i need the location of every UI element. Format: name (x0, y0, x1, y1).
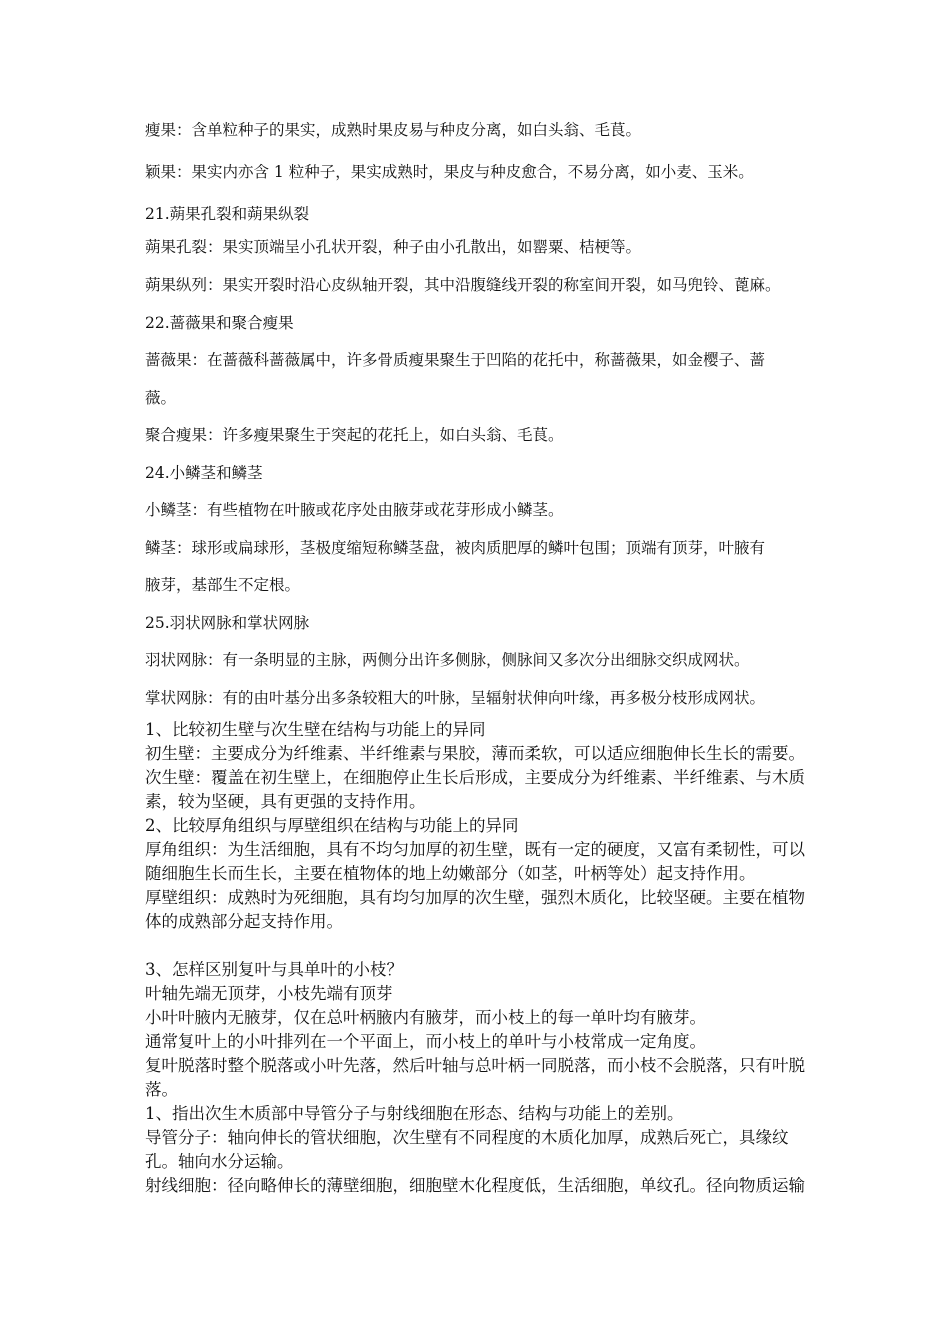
answer-paragraph: 初生壁：主要成分为纤维素、半纤维素与果胶，薄而柔软，可以适应细胞伸长生长的需要。 (145, 744, 805, 763)
answer-paragraph: 次生壁：覆盖在初生壁上，在细胞停止生长后形成，主要成分为纤维素、半纤维素、与木质素，较为坚硬，具有更强的支持作用。 (145, 768, 805, 811)
answer-paragraph: 厚角组织：为生活细胞，具有不均匀加厚的初生壁，既有一定的硬度，又富有柔韧性，可以随细胞生长而生长，主要在植物体的地上幼嫩部分（如茎，叶柄等处）起支持作用。 (145, 840, 805, 883)
text-line: 颖果：果实内亦含 1 粒种子，果实成熟时，果皮与种皮愈合，不易分离，如小麦、玉米。 (145, 163, 754, 181)
text-line: 瘦果：含单粒种子的果实，成熟时果皮易与种皮分离，如白头翁、毛茛。 (145, 121, 642, 139)
section-heading: 25.羽状网脉和掌状网脉 (145, 614, 310, 632)
text-line: 蒴果孔裂：果实顶端呈小孔状开裂，种子由小孔散出，如罂粟、桔梗等。 (145, 238, 642, 256)
answer-paragraph: 射线细胞：径向略伸长的薄壁细胞，细胞壁木化程度低，生活细胞，单纹孔。径向物质运输 (145, 1176, 805, 1195)
answer-paragraph: 通常复叶上的小叶排列在一个平面上，而小枝上的单叶与小枝常成一定角度。 (145, 1032, 706, 1051)
text-line: 羽状网脉：有一条明显的主脉，两侧分出许多侧脉，侧脉间又多次分出细脉交织成网状。 (145, 651, 750, 669)
text-line: 掌状网脉：有的由叶基分出多条较粗大的叶脉，呈辐射状伸向叶缘，再多极分枝形成网状。 (145, 689, 766, 707)
section-heading: 24.小鳞茎和鳞茎 (145, 464, 263, 482)
answer-paragraph: 复叶脱落时整个脱落或小叶先落，然后叶轴与总叶柄一同脱落，而小枝不会脱落，只有叶脱落。 (145, 1056, 805, 1099)
text-line: 鳞茎：球形或扁球形，茎极度缩短称鳞茎盘，被肉质肥厚的鳞叶包围；顶端有顶芽，叶腋有 (145, 539, 766, 557)
section-heading: 22.蔷薇果和聚合瘦果 (145, 314, 294, 332)
answer-paragraph: 小叶叶腋内无腋芽，仅在总叶柄腋内有腋芽，而小枝上的每一单叶均有腋芽。 (145, 1008, 706, 1027)
section-heading: 21.蒴果孔裂和蒴果纵裂 (145, 205, 310, 223)
answer-paragraph: 厚壁组织：成熟时为死细胞，具有均匀加厚的次生壁，强烈木质化，比较坚硬。主要在植物体的成熟部分起支持作用。 (145, 888, 805, 931)
question-heading: 3、怎样区别复叶与具单叶的小枝？ (145, 960, 403, 979)
question-heading: 1、指出次生木质部中导管分子与射线细胞在形态、结构与功能上的差别。 (145, 1104, 684, 1123)
question-heading: 1、比较初生壁与次生壁在结构与功能上的异同 (145, 720, 486, 739)
questions-section (145, 718, 813, 1198)
text-line: 小鳞茎：有些植物在叶腋或花序处由腋芽或花芽形成小鳞茎。 (145, 501, 564, 519)
text-line: 蔷薇果：在蔷薇科蔷薇属中，许多骨质瘦果聚生于凹陷的花托中，称蔷薇果，如金樱子、蔷 (145, 351, 766, 369)
text-line: 薇。 (145, 389, 177, 407)
paragraph-spacer (145, 934, 813, 958)
answer-paragraph: 叶轴先端无顶芽，小枝先端有顶芽 (145, 984, 393, 1003)
text-line: 蒴果纵列：果实开裂时沿心皮纵轴开裂，其中沿腹缝线开裂的称室间开裂，如马兜铃、蓖麻。 (145, 276, 781, 294)
text-line: 聚合瘦果：许多瘦果聚生于突起的花托上，如白头翁、毛茛。 (145, 426, 564, 444)
text-line: 腋芽，基部生不定根。 (145, 576, 301, 594)
answer-paragraph: 导管分子：轴向伸长的管状细胞，次生壁有不同程度的木质化加厚，成熟后死亡，具缘纹孔。轴向水分运输。 (145, 1128, 789, 1171)
question-heading: 2、比较厚角组织与厚壁组织在结构与功能上的异同 (145, 816, 519, 835)
